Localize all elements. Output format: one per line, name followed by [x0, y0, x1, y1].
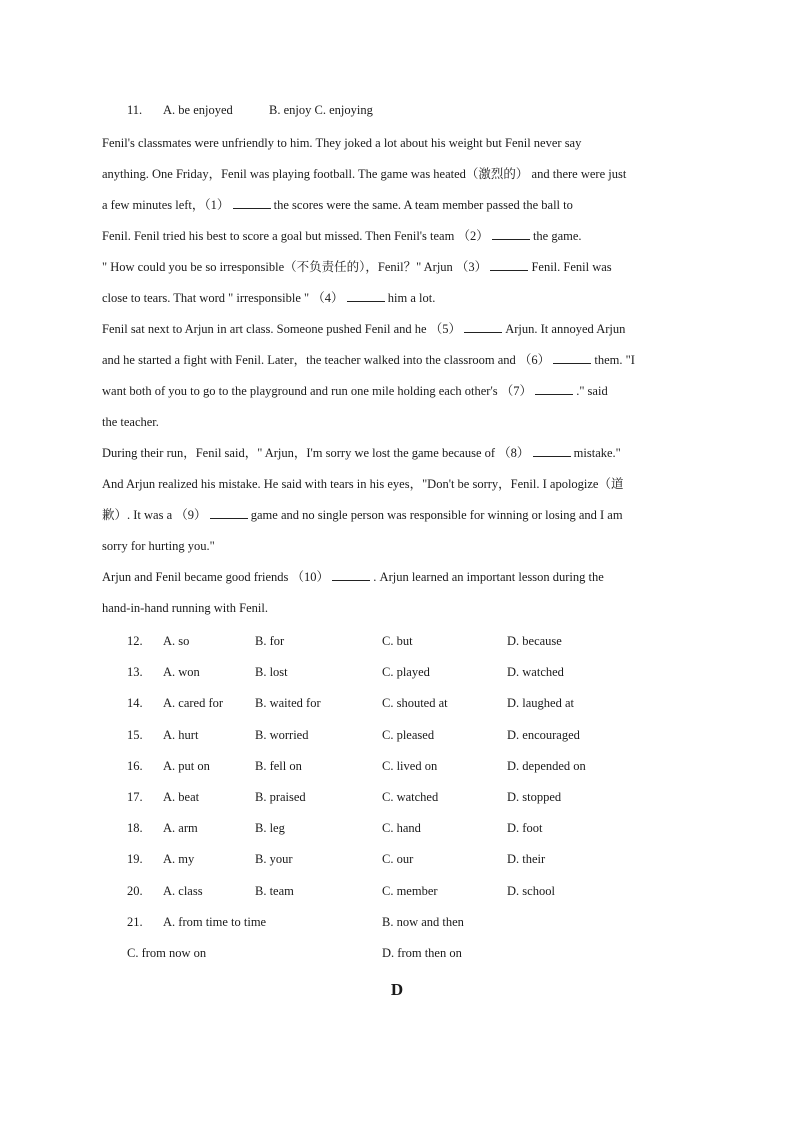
- option-c: C. member: [382, 883, 438, 898]
- question-number: 20.: [127, 883, 143, 898]
- option-a: A. be enjoyed: [163, 103, 233, 117]
- option-c: C. lived on: [382, 758, 438, 773]
- option-d: D. from then on: [382, 945, 462, 960]
- passage-line: the teacher.: [102, 415, 159, 429]
- section-heading: D: [390, 980, 404, 999]
- option-a: A. beat: [163, 789, 200, 804]
- answer-blank-3: [490, 258, 528, 271]
- option-a: A. arm: [163, 821, 198, 836]
- option-b: B. your: [255, 852, 293, 867]
- option-a: A. cared for: [163, 696, 224, 711]
- option-b: B. for: [255, 634, 285, 648]
- option-c: C. hand: [382, 821, 421, 836]
- passage-text: want both of you to go to the playground and run one mile holding each other's （7）: [102, 384, 536, 398]
- option-a: A. so: [163, 634, 190, 648]
- answer-blank-9: [210, 506, 248, 519]
- option-a: A. won: [163, 665, 200, 680]
- answer-blank-10: [332, 568, 370, 581]
- passage-line: And Arjun realized his mistake. He said with tears in his eyes，"Don't be sorry，Fenil. I apologize（道: [102, 477, 624, 491]
- option-c: C. from now on: [127, 945, 207, 960]
- option-b: B. waited for: [255, 696, 321, 711]
- option-b: B. leg: [255, 821, 285, 836]
- option-b: B. now and then: [382, 914, 464, 929]
- passage-line: sorry for hurting you.": [102, 539, 215, 553]
- option-a: A. put on: [163, 758, 210, 773]
- passage-line: Fenil's classmates were unfriendly to him. They joked a lot about his weight but Fenil never say: [102, 136, 582, 150]
- option-b: B. fell on: [255, 758, 302, 773]
- question-number: 11.: [127, 103, 143, 117]
- passage-line: anything. One Friday，Fenil was playing football. The game was heated（激烈的） and there were just: [102, 167, 627, 181]
- option-c: C. pleased: [382, 727, 435, 742]
- question-number: 16.: [127, 758, 143, 773]
- option-d: D. encouraged: [507, 727, 580, 742]
- passage-line: [102, 190, 694, 221]
- question-11: [127, 103, 373, 118]
- passage-line: [102, 283, 694, 314]
- option-b: B. team: [255, 883, 294, 898]
- answer-blank-7: [535, 382, 573, 395]
- answer-blank-4: [347, 289, 385, 302]
- passage-line: [102, 314, 694, 345]
- passage-line: [102, 438, 694, 469]
- answer-blank-1: [233, 196, 271, 209]
- passage-line: hand-in-hand running with Fenil.: [102, 601, 268, 615]
- passage-text: Fenil sat next to Arjun in art class. Someone pushed Fenil and he （5）: [102, 322, 465, 336]
- passage-text: a few minutes left，（1）: [102, 198, 233, 212]
- option-a: A. my: [163, 852, 195, 867]
- option-b: B. worried: [255, 727, 309, 742]
- answer-blank-8: [533, 444, 571, 457]
- passage-text: Fenil. Fenil tried his best to score a goal but missed. Then Fenil's team （2）: [102, 229, 492, 243]
- option-a: A. hurt: [163, 727, 199, 742]
- passage-text: 歉）. It was a （9）: [102, 508, 210, 522]
- option-d: D. foot: [507, 821, 543, 836]
- answer-blank-2: [492, 227, 530, 240]
- passage-text: " How could you be so irresponsible（不负责任的），Fenil？" Arjun （3）: [102, 260, 491, 274]
- option-d: D. watched: [507, 665, 564, 680]
- passage-text: the scores were the same. A team member passed the ball to: [270, 198, 573, 212]
- question-number: 17.: [127, 789, 143, 804]
- question-number: 15.: [127, 727, 143, 742]
- passage-line: [102, 252, 694, 283]
- passage-text: mistake.": [570, 446, 621, 460]
- option-c: C. shouted at: [382, 696, 448, 711]
- option-c: C. but: [382, 634, 413, 648]
- option-c: C. our: [382, 852, 414, 867]
- option-d: D. depended on: [507, 758, 586, 773]
- question-number: 14.: [127, 696, 143, 711]
- passage-text: them. "I: [591, 353, 635, 367]
- option-d: D. because: [507, 634, 562, 648]
- question-number: 21.: [127, 914, 143, 929]
- option-b: B. lost: [255, 665, 288, 680]
- option-c: C. watched: [382, 789, 439, 804]
- option-d: D. school: [507, 883, 555, 898]
- answer-blank-6: [553, 351, 591, 364]
- question-number: 19.: [127, 852, 143, 867]
- cloze-passage: [102, 128, 694, 624]
- option-b-c: B. enjoy C. enjoying: [269, 103, 373, 117]
- option-d: D. stopped: [507, 789, 562, 804]
- passage-line: [102, 500, 694, 531]
- passage-text: Fenil. Fenil was: [528, 260, 612, 274]
- answer-blank-5: [464, 320, 502, 333]
- passage-line: [102, 376, 694, 407]
- question-number: 18.: [127, 821, 143, 836]
- option-d: D. laughed at: [507, 696, 574, 711]
- question-number: 13.: [127, 665, 143, 680]
- option-b: B. praised: [255, 789, 306, 804]
- passage-text: Arjun. It annoyed Arjun: [502, 322, 626, 336]
- passage-text: Arjun and Fenil became good friends （10）: [102, 570, 333, 584]
- passage-text: him a lot.: [384, 291, 436, 305]
- passage-text: the game.: [529, 229, 582, 243]
- passage-text: close to tears. That word " irresponsible " （4）: [102, 291, 347, 305]
- passage-line: [102, 221, 694, 252]
- option-d: D. their: [507, 852, 546, 867]
- passage-text: . Arjun learned an important lesson during the: [370, 570, 604, 584]
- option-a: A. from time to time: [163, 914, 267, 929]
- option-c: C. played: [382, 665, 430, 680]
- passage-text: ." said: [573, 384, 608, 398]
- passage-text: and he started a fight with Fenil. Later，the teacher walked into the classroom and （6）: [102, 353, 554, 367]
- passage-line: [102, 345, 694, 376]
- question-number: 12.: [127, 634, 143, 648]
- option-a: A. class: [163, 883, 203, 898]
- passage-line: [102, 562, 694, 593]
- passage-text: During their run，Fenil said，" Arjun，I'm sorry we lost the game because of （8）: [102, 446, 533, 460]
- passage-text: game and no single person was responsible for winning or losing and I am: [247, 508, 623, 522]
